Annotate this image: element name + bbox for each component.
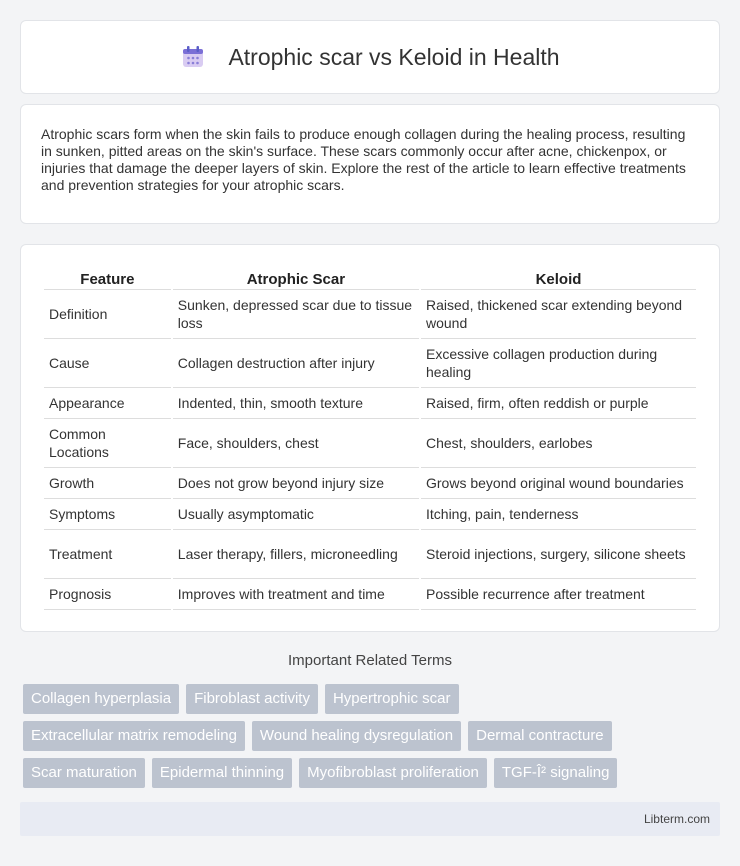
tag-dermal-contracture[interactable]: Dermal contracture <box>468 721 612 751</box>
intro-paragraph: Atrophic scars form when the skin fails to produce enough collagen during the healing process, resulting in sunken, pitted areas on the skin's surface. These scars commonly occur after acne, chickenpox, or injuries that damage the deeper layers of skin. Explore the rest of the article to learn effective treatments and prevention strategies for your atrophic scars. <box>41 126 686 193</box>
row-atrophic-scar: Does not grow beyond injury size <box>173 468 419 499</box>
footer <box>20 802 720 836</box>
tag-myofibroblast-proliferation[interactable]: Myofibroblast proliferation <box>299 758 487 788</box>
row-keloid: Grows beyond original wound boundaries <box>421 468 696 499</box>
row-atrophic-scar: Collagen destruction after injury <box>173 339 419 388</box>
row-feature: Definition <box>44 290 171 339</box>
row-atrophic-scar: Usually asymptomatic <box>173 499 419 530</box>
row-atrophic-scar: Laser therapy, fillers, microneedling <box>173 530 419 579</box>
comparison-table <box>42 267 698 610</box>
intro-card <box>20 104 720 224</box>
tag-scar-maturation[interactable]: Scar maturation <box>23 758 145 788</box>
tag-row <box>23 684 723 714</box>
calendar-icon <box>180 44 206 70</box>
row-atrophic-scar: Face, shoulders, chest <box>173 419 419 468</box>
header-card <box>20 20 720 94</box>
tag-epidermal-thinning[interactable]: Epidermal thinning <box>152 758 292 788</box>
header-feature: Feature <box>44 267 171 290</box>
tag-wound-healing-dysregulation[interactable]: Wound healing dysregulation <box>252 721 461 751</box>
header-keloid: Keloid <box>421 267 696 290</box>
tag-collagen-hyperplasia[interactable]: Collagen hyperplasia <box>23 684 179 714</box>
table-row <box>44 388 696 419</box>
footer-site-link[interactable]: Libterm.com <box>643 812 710 826</box>
row-feature: Prognosis <box>44 579 171 610</box>
tag-hypertrophic-scar[interactable]: Hypertrophic scar <box>325 684 459 714</box>
table-row <box>44 290 696 339</box>
row-keloid: Itching, pain, tenderness <box>421 499 696 530</box>
row-atrophic-scar: Sunken, depressed scar due to tissue loss <box>173 290 419 339</box>
header-atrophic-scar: Atrophic Scar <box>173 267 419 290</box>
row-feature: Treatment <box>44 530 171 579</box>
related-terms-tags <box>23 684 723 795</box>
row-keloid: Raised, thickened scar extending beyond wound <box>421 290 696 339</box>
tag-row <box>23 721 723 751</box>
tag-tgf-beta-signaling[interactable]: TGF-Î² signaling <box>494 758 618 788</box>
tag-extracellular-matrix-remodeling[interactable]: Extracellular matrix remodeling <box>23 721 245 751</box>
related-terms-title: Important Related Terms <box>288 652 452 669</box>
row-atrophic-scar: Indented, thin, smooth texture <box>173 388 419 419</box>
table-row <box>44 499 696 530</box>
row-atrophic-scar: Improves with treatment and time <box>173 579 419 610</box>
table-row <box>44 468 696 499</box>
row-feature: Growth <box>44 468 171 499</box>
row-feature: Common Locations <box>44 419 171 468</box>
row-keloid: Steroid injections, surgery, silicone sheets <box>421 530 696 579</box>
table-row <box>44 530 696 579</box>
row-keloid: Possible recurrence after treatment <box>421 579 696 610</box>
page-title: Atrophic scar vs Keloid in Health <box>228 43 560 70</box>
tag-fibroblast-activity[interactable]: Fibroblast activity <box>186 684 318 714</box>
row-feature: Symptoms <box>44 499 171 530</box>
row-feature: Cause <box>44 339 171 388</box>
table-row <box>44 419 696 468</box>
row-keloid: Chest, shoulders, earlobes <box>421 419 696 468</box>
row-keloid: Excessive collagen production during healing <box>421 339 696 388</box>
row-keloid: Raised, firm, often reddish or purple <box>421 388 696 419</box>
tag-row <box>23 758 723 788</box>
row-feature: Appearance <box>44 388 171 419</box>
table-row <box>44 579 696 610</box>
table-row <box>44 339 696 388</box>
comparison-table-card <box>20 244 720 632</box>
